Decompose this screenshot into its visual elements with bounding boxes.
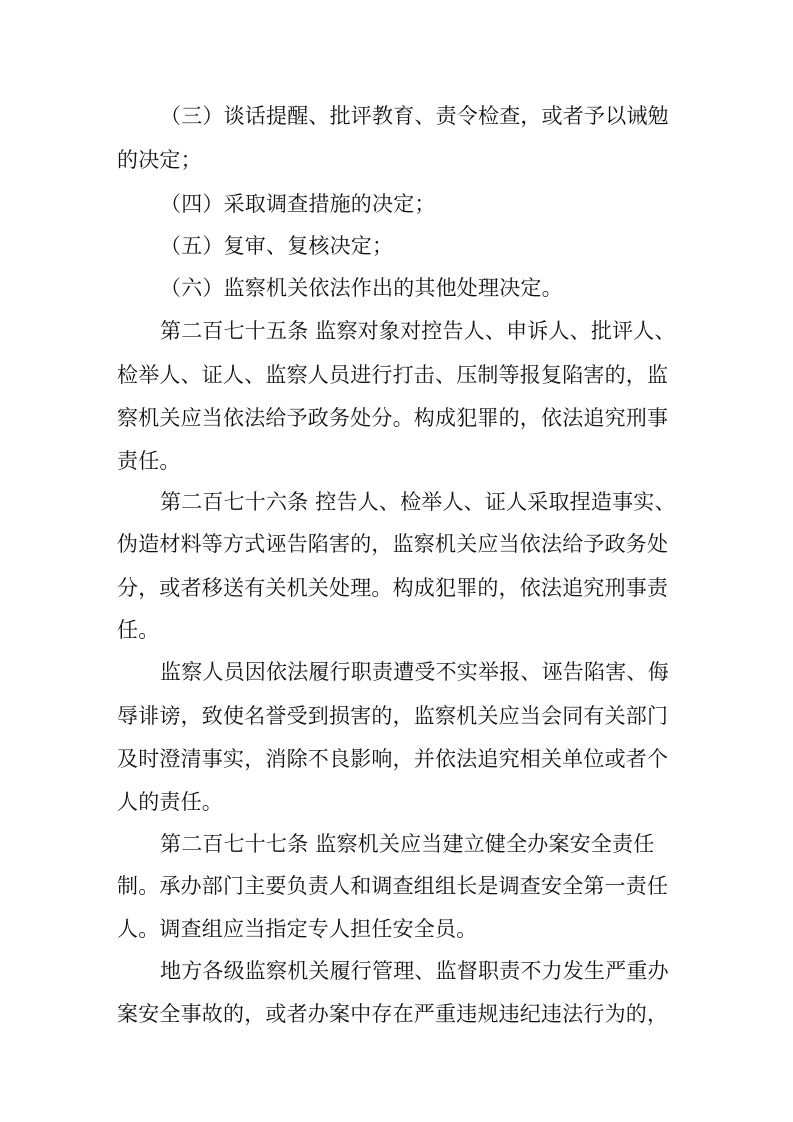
text-line: （三）谈话提醒、批评教育、责令检查，或者予以诫勉 [160,104,669,128]
text-line: 第二百七十五条 监察对象对控告人、申诉人、批评人、 [160,319,676,343]
text-line: 人的责任。 [117,790,223,814]
text-line: 辱诽谤，致使名誉受到损害的，监察机关应当会同有关部门 [117,704,669,728]
text-line: 的决定； [117,148,202,172]
text-line: 人。调查组应当指定专人担任安全员。 [117,917,478,941]
text-line: 分，或者移送有关机关处理。构成犯罪的，依法追究刑事责 [117,576,669,600]
text-line: 检举人、证人、监察人员进行打击、压制等报复陷害的，监 [117,363,669,387]
text-line: （五）复审、复核决定； [160,234,394,258]
text-line: 及时澄清事实，消除不良影响，并依法追究相关单位或者个 [117,747,669,771]
text-line: （四）采取调查措施的决定； [160,192,436,216]
text-line: 制。承办部门主要负责人和调查组组长是调查安全第一责任 [117,874,669,898]
text-line: 任。 [117,618,160,642]
text-line: 案安全事故的，或者办案中存在严重违规违纪违法行为的， [117,1002,669,1026]
text-line: （六）监察机关依法作出的其他处理决定。 [160,276,563,300]
text-line: 监察人员因依法履行职责遭受不实举报、诬告陷害、侮 [160,660,669,684]
text-line: 伪造材料等方式诬告陷害的，监察机关应当依法给予政务处 [117,532,669,556]
text-line: 第二百七十六条 控告人、检举人、证人采取捏造事实、 [160,490,676,514]
text-line: 第二百七十七条 监察机关应当建立健全办案安全责任 [160,832,655,856]
text-line: 察机关应当依法给予政务处分。构成犯罪的，依法追究刑事 [117,406,669,430]
text-line: 地方各级监察机关履行管理、监督职责不力发生严重办 [160,959,669,983]
text-line: 责任。 [117,449,181,473]
